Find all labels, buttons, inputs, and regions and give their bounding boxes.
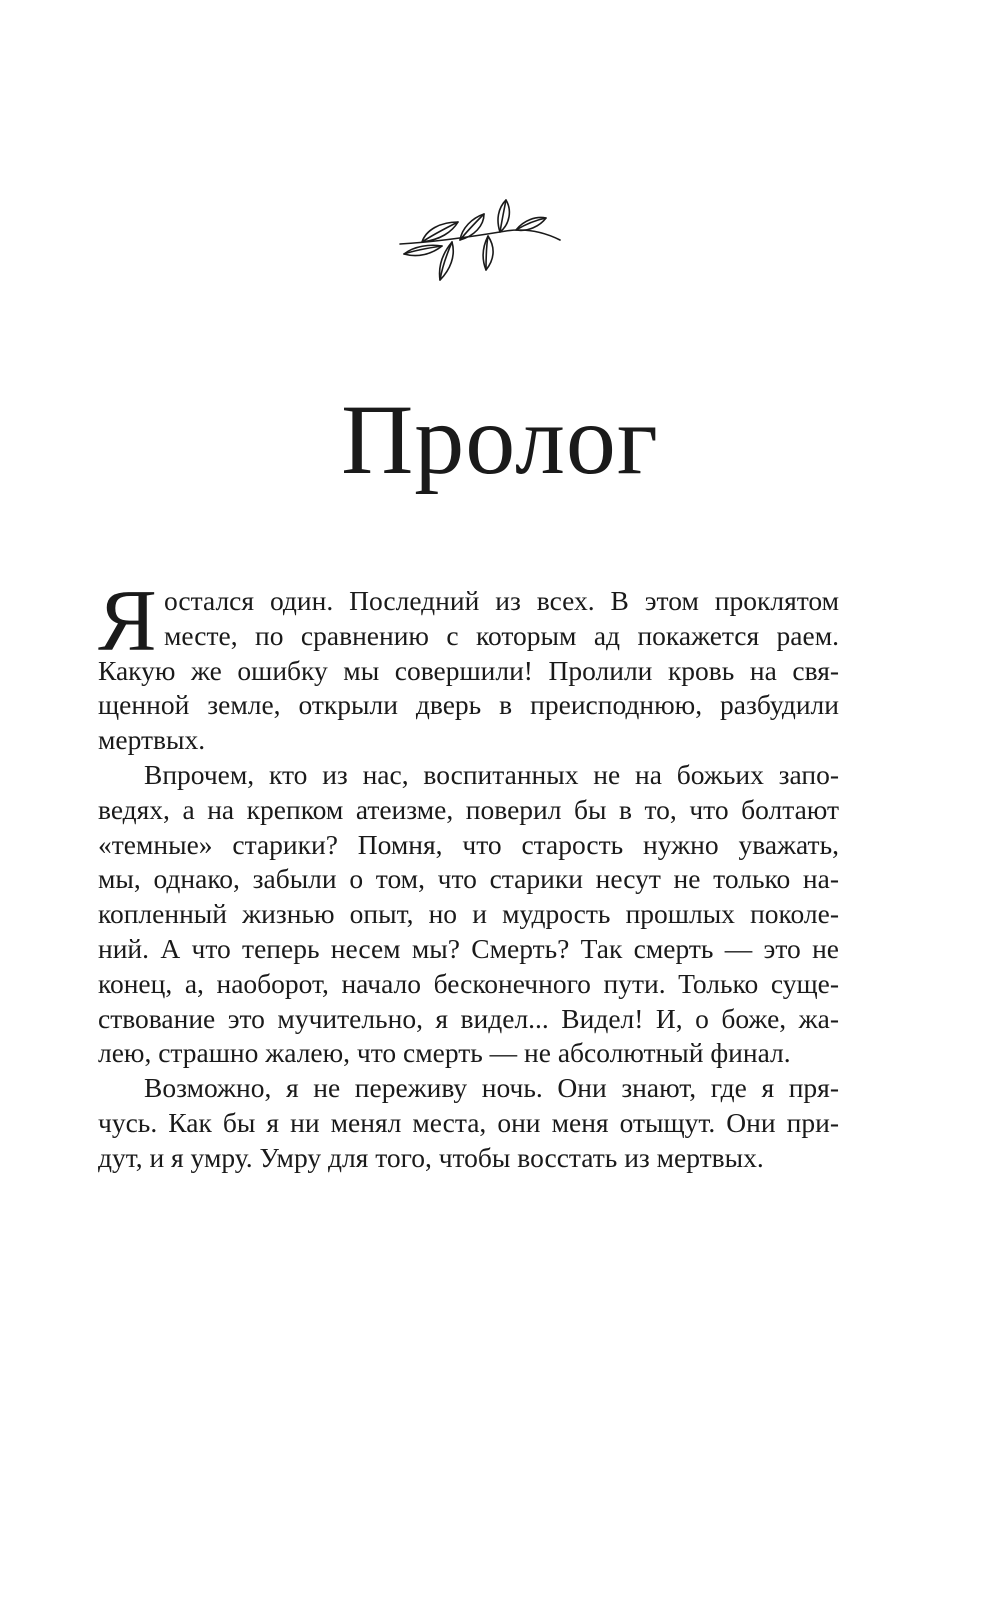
text-line: лею, страшно жалею, что смерть — не абсолютный финал. — [98, 1037, 791, 1069]
text-line: дут, и я умру. Умру для того, чтобы восстать из мертвых. — [98, 1141, 764, 1173]
prologue-text — [98, 573, 839, 1176]
text-line: Возможно, я не переживу ночь. Они знают, где я пря- — [144, 1072, 839, 1104]
text-line: Впрочем, кто из нас, воспитанных не на божьих запо- — [144, 758, 839, 790]
drop-cap: Я — [98, 573, 157, 670]
text-line: щенной земле, открыли дверь в преисподнюю, разбудили — [98, 689, 839, 721]
text-line: «темные» старики? Помня, что старость нужно уважать, — [98, 828, 839, 860]
text-line: копленный жизнью опыт, но и мудрость прошлых поколе- — [98, 898, 839, 930]
leaf-branch-ornament-icon — [396, 198, 566, 288]
page-title: Пролог — [341, 384, 659, 495]
text-line: ний. А что теперь несем мы? Смерть? Так смерть — это не — [98, 932, 839, 964]
text-line: остался один. Последний из всех. В этом проклятом — [164, 585, 839, 616]
text-line: ведях, а на крепком атеизме, поверил бы в то, что болтают — [98, 793, 839, 825]
text-line: мертвых. — [98, 724, 206, 756]
text-line: конец, а, наоборот, начало бесконечного пути. Только суще- — [98, 967, 839, 999]
text-line: чусь. Как бы я ни менял места, они меня отыщут. Они при- — [98, 1106, 839, 1138]
text-line: месте, по сравнению с которым ад покажется раем. — [164, 619, 839, 651]
text-line: ствование это мучительно, я видел... Видел! И, о боже, жа- — [98, 1002, 839, 1034]
text-line: Какую же ошибку мы совершили! Пролили кровь на свя- — [98, 654, 839, 686]
text-line: мы, однако, забыли о том, что старики несут не только на- — [98, 863, 839, 895]
